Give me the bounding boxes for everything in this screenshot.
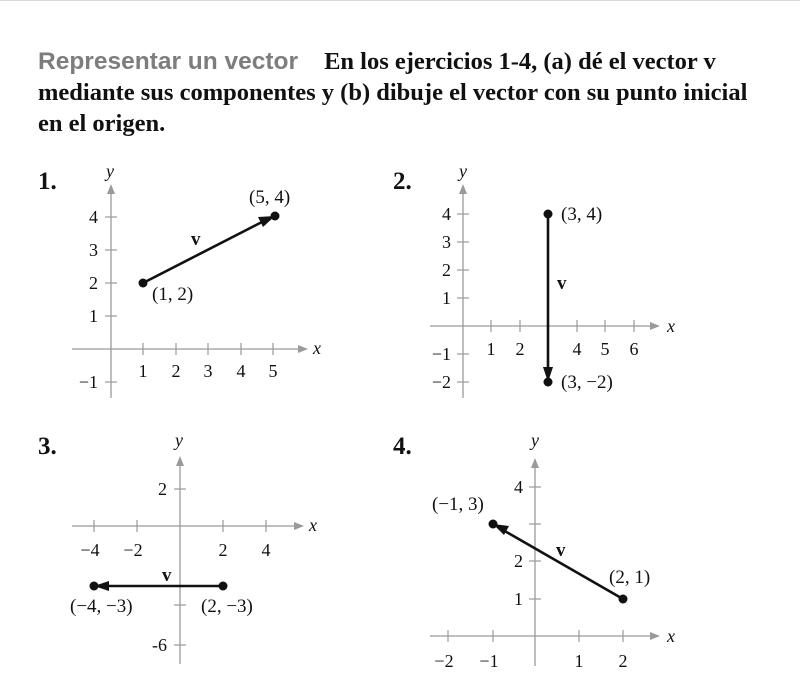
graph-3-terminal-point-label: (−4, −3) — [70, 596, 133, 617]
graph-2-y-tick-label: 1 — [442, 288, 451, 308]
graph-2-y-tick-label: −2 — [431, 372, 451, 392]
graph-4-y-tick-label: 4 — [514, 477, 523, 497]
graph-3-terminal-dot — [90, 582, 99, 591]
graph-2-initial-point-label: (3, 4) — [561, 204, 603, 225]
graph-1-y-tick-label: 4 — [89, 207, 98, 227]
graph-1-x-axis-arrow — [298, 345, 308, 353]
graph-1-initial-point-label: (1, 2) — [152, 284, 194, 305]
graph-1-x-tick-label: 5 — [268, 361, 278, 381]
graph-2-x-tick-label: 1 — [486, 339, 496, 359]
exercise-number-3: 3. — [38, 433, 57, 460]
graph-4-terminal-dot — [489, 520, 498, 529]
graph-2-x-tick-label: 5 — [600, 339, 610, 359]
graph-3-y-tick-label: 2 — [158, 479, 167, 499]
graph-2-y-tick-label: 2 — [442, 260, 451, 280]
graph-4-x-tick-label: 2 — [618, 651, 628, 671]
graph-3-x-tick-label: −4 — [80, 540, 100, 560]
graph-3-x-tick-label: −2 — [123, 540, 143, 560]
graph-1-x-tick-label: 2 — [171, 361, 181, 381]
graph-3-initial-dot — [219, 582, 228, 591]
graph-2-x-tick-label: 4 — [572, 339, 582, 359]
graph-1-x-tick-label: 1 — [138, 361, 148, 381]
graph-2-terminal-point-label: (3, −2) — [561, 372, 613, 393]
graph-4-x-tick-label: −1 — [479, 651, 499, 671]
graph-1-x-axis-label: x — [313, 338, 321, 358]
graph-1-y-tick-label: 1 — [89, 306, 98, 326]
graph-1-y-tick-label: 3 — [89, 240, 98, 260]
exercise-number-2: 2. — [393, 168, 412, 195]
graph-3-x-tick-label: 2 — [218, 540, 228, 560]
graph-2-x-tick-label: 6 — [629, 339, 639, 359]
graph-2-initial-dot — [544, 210, 553, 219]
graph-3-y-tick-label: -6 — [152, 635, 167, 655]
graph-1-terminal-point-label: (5, 4) — [249, 187, 291, 208]
graph-2 — [430, 161, 675, 398]
graph-3-x-axis-label: x — [309, 515, 317, 535]
graph-2-terminal-dot — [544, 378, 553, 387]
exercise-number-4: 4. — [393, 433, 412, 460]
graph-4-y-tick-label: 2 — [514, 551, 523, 571]
graph-2-vector-label: v — [557, 273, 567, 294]
graph-3-x-axis-arrow — [294, 522, 304, 530]
graph-2-y-axis-arrow — [459, 184, 467, 194]
graph-4-y-tick-label: 1 — [514, 589, 523, 609]
graph-3 — [70, 430, 317, 664]
graph-4-x-tick-label: 1 — [574, 651, 584, 671]
graph-4 — [430, 430, 675, 671]
graph-4-y-axis-label: y — [531, 430, 539, 450]
graph-2-y-tick-label: −1 — [431, 344, 451, 364]
graph-4-x-axis-label: x — [667, 626, 675, 646]
graph-4-x-axis-arrow — [650, 632, 660, 640]
graph-4-vector-label: v — [556, 540, 566, 561]
graph-1-y-axis-label: y — [106, 161, 114, 181]
graph-4-y-axis-arrow — [531, 458, 539, 468]
graph-1-y-axis-arrow — [107, 184, 115, 194]
instructions-text: En los ejercicios 1-4, (a) dé el vector v mediante sus componentes y (b) dibuje el vector con su punto inicial en el origen. — [38, 48, 748, 137]
graph-4-initial-dot — [619, 595, 628, 604]
graph-1 — [72, 161, 321, 398]
graph-2-y-tick-label: 4 — [442, 204, 451, 224]
graph-1-terminal-dot — [271, 212, 280, 221]
graph-1-vector-label: v — [191, 229, 201, 250]
graph-1-y-tick-label: −1 — [78, 372, 98, 392]
graph-2-x-axis-arrow — [650, 322, 660, 330]
graph-3-vector-label: v — [162, 565, 172, 586]
graph-3-y-axis-arrow — [176, 456, 184, 466]
graph-4-initial-point-label: (2, 1) — [609, 567, 651, 588]
exercise-number-1: 1. — [38, 168, 57, 195]
graph-1-initial-dot — [139, 279, 148, 288]
graph-1-vector — [143, 222, 262, 283]
section-title: Representar un vector — [38, 48, 299, 75]
graph-3-initial-point-label: (2, −3) — [201, 596, 253, 617]
graph-3-y-axis-label: y — [175, 430, 183, 450]
graph-4-terminal-point-label: (−1, 3) — [432, 494, 484, 515]
graph-3-x-tick-label: 4 — [261, 540, 271, 560]
graph-1-y-tick-label: 2 — [89, 273, 98, 293]
graph-2-x-tick-label: 2 — [515, 339, 525, 359]
graph-2-x-axis-label: x — [667, 316, 675, 336]
graph-1-x-tick-label: 4 — [236, 361, 246, 381]
graph-1-x-tick-label: 3 — [203, 361, 213, 381]
graph-2-y-tick-label: 3 — [442, 232, 451, 252]
graph-2-y-axis-label: y — [459, 161, 467, 181]
graph-4-x-tick-label: −2 — [434, 651, 454, 671]
